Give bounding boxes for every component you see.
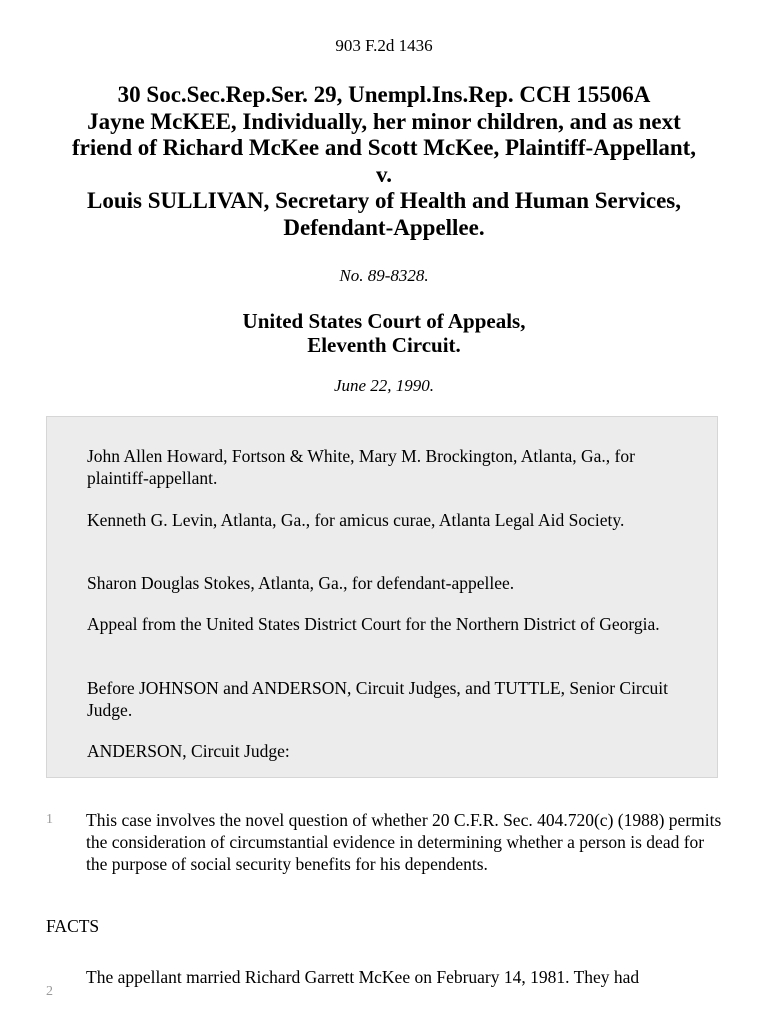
caption-line-plaintiff: Jayne McKEE, Individually, her minor children, and as next: [87, 108, 681, 134]
court-name-line2: Eleventh Circuit.: [307, 333, 461, 357]
caption-line-reporter: 30 Soc.Sec.Rep.Ser. 29, Unempl.Ins.Rep. CCH 15506A: [117, 82, 651, 107]
citation: 903 F.2d 1436: [335, 36, 433, 55]
caption-line-defendant-cont: Defendant-Appellee.: [283, 214, 485, 240]
counsel-amicus: Kenneth G. Levin, Atlanta, Ga., for amicus curae, Atlanta Legal Aid Society.: [87, 510, 625, 530]
paragraph-number: 2: [46, 984, 53, 999]
caption-line-plaintiff-cont: friend of Richard McKee and Scott McKee, Plaintiff-Appellant,: [71, 135, 697, 160]
docket-number: No. 89-8328.: [339, 266, 429, 285]
counsel-defendant: Sharon Douglas Stokes, Atlanta, Ga., for defendant-appellee.: [87, 573, 515, 593]
counsel-box: [46, 416, 718, 778]
court-name-line1: United States Court of Appeals,: [242, 309, 526, 333]
court-name: [0, 309, 768, 357]
counsel-plaintiff: John Allen Howard, Fortson & White, Mary M. Brockington, Atlanta, Ga., for plaintiff-appellant.: [87, 446, 635, 488]
paragraph-text: This case involves the novel question of whether 20 C.F.R. Sec. 404.720(c) (1988) permits the consideration of circumstantial evidence in determining whether a person is dead for the purpose of social security benefits for his dependents.: [86, 810, 722, 874]
panel-judges: Before JOHNSON and ANDERSON, Circuit Judges, and TUTTLE, Senior Circuit Judge.: [87, 678, 669, 720]
caption-line-defendant: Louis SULLIVAN, Secretary of Health and Human Services,: [87, 188, 681, 213]
decision-date: June 22, 1990.: [333, 376, 435, 395]
case-caption: [40, 82, 728, 241]
paragraph-number: 1: [46, 812, 53, 827]
paragraph-text: The appellant married Richard Garrett McKee on February 14, 1981. They had: [86, 967, 640, 987]
appeal-origin: Appeal from the United States District Court for the Northern District of Georgia.: [87, 614, 660, 634]
section-heading-facts: FACTS: [46, 916, 100, 936]
opinion-author: ANDERSON, Circuit Judge:: [87, 741, 290, 761]
caption-versus: v.: [376, 161, 392, 187]
